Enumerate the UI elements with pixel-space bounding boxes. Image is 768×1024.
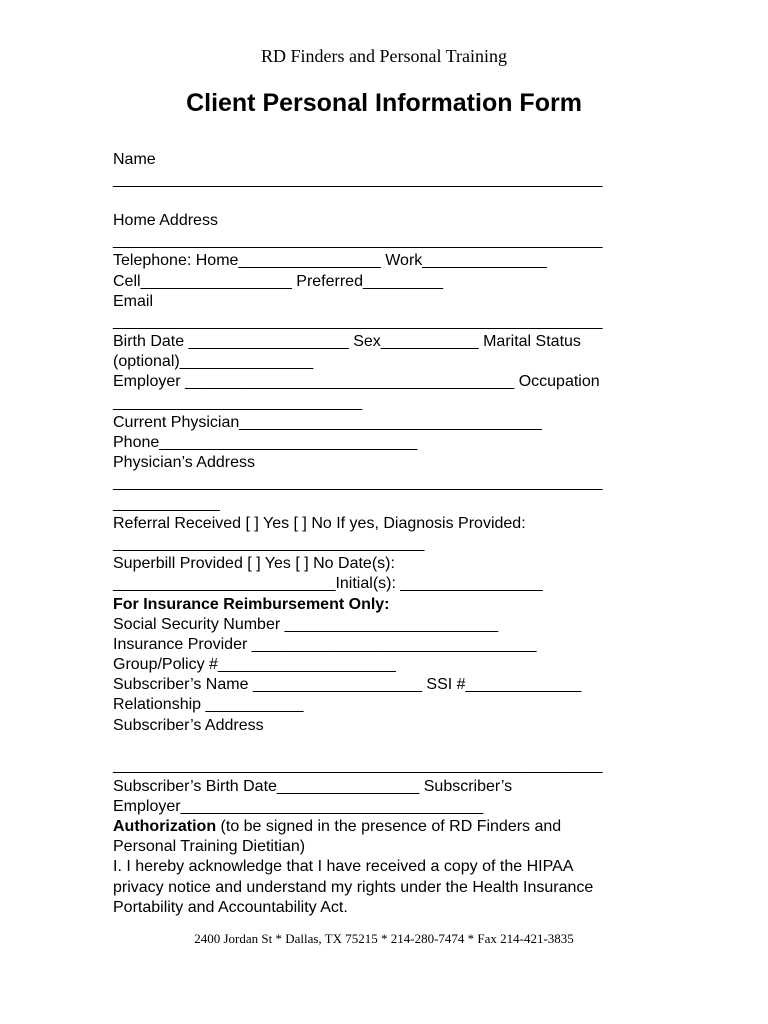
subscriber-birth-date-field[interactable]: Subscriber’s Birth Date________________ Subscriber’s — [113, 777, 513, 795]
occupation-field[interactable]: ____________________________ — [113, 393, 363, 411]
ssn-field[interactable]: Social Security Number ________________________ — [113, 615, 499, 633]
subscriber-address-field[interactable]: _______________________________________________________ — [113, 757, 603, 775]
group-policy-field[interactable]: Group/Policy #____________________ — [113, 656, 396, 674]
spacer — [113, 190, 653, 211]
authorization-text-2: Personal Training Dietitian) — [113, 838, 306, 856]
employer-field[interactable]: Employer _____________________________________ Occupation — [113, 373, 600, 391]
email-label: Email — [113, 292, 154, 310]
physician-address-label: Physician’s Address — [113, 454, 255, 472]
page-title: Client Personal Information Form — [186, 89, 582, 117]
initials-field[interactable]: _________________________Initial(s): ________________ — [113, 575, 543, 593]
cell-field[interactable]: Cell_________________ Preferred_________ — [113, 272, 444, 290]
insurance-provider-field[interactable]: Insurance Provider ________________________________ — [113, 635, 537, 653]
authorization-text: (to be signed in the presence of RD Finders and — [216, 818, 562, 835]
name-label: Name — [113, 151, 156, 168]
authorization-line — [113, 817, 653, 837]
email-field[interactable]: _______________________________________________________ — [113, 312, 603, 330]
referral-field[interactable]: Referral Received [ ] Yes [ ] No If yes, Diagnosis Provided: — [113, 514, 526, 532]
superbill-field[interactable]: Superbill Provided [ ] Yes [ ] No Date(s): — [113, 555, 395, 573]
authorization-label: Authorization — [113, 818, 217, 835]
subscriber-name-field[interactable]: Subscriber’s Name ___________________ SSI #_____________ — [113, 676, 582, 694]
subscriber-employer-field[interactable]: Employer__________________________________ — [113, 797, 484, 815]
acknowledgement-line-3: Portability and Accountability Act. — [113, 898, 348, 916]
phone-field[interactable]: Phone_____________________________ — [113, 434, 418, 452]
insurance-heading: For Insurance Reimbursement Only: — [113, 595, 390, 613]
birth-date-field[interactable]: Birth Date __________________ Sex___________ Marital Status — [113, 333, 581, 351]
home-address-label: Home Address — [113, 211, 218, 229]
form-body — [113, 150, 653, 918]
acknowledgement-line-2: privacy notice and understand my rights under the Health Insurance — [113, 878, 594, 896]
physician-address-field[interactable]: _______________________________________________________ — [113, 474, 603, 492]
marital-status-field[interactable]: (optional)_______________ — [113, 353, 314, 371]
relationship-field[interactable]: Relationship ___________ — [113, 696, 304, 714]
organization-name: RD Finders and Personal Training — [260, 46, 507, 66]
diagnosis-field[interactable]: ___________________________________ — [113, 534, 425, 552]
spacer — [113, 736, 653, 757]
physician-field[interactable]: Current Physician__________________________________ — [113, 413, 542, 431]
acknowledgement-line-1: I. I hereby acknowledge that I have received a copy of the HIPAA — [113, 858, 574, 876]
name-field[interactable]: _______________________________________________________ — [113, 171, 603, 189]
home-address-field[interactable]: _______________________________________________________ — [113, 232, 603, 250]
telephone-field[interactable]: Telephone: Home________________ Work______________ — [113, 252, 547, 270]
physician-address-field-2[interactable]: ____________ — [113, 494, 220, 512]
footer-contact: 2400 Jordan St * Dallas, TX 75215 * 214-280-7474 * Fax 214-421-3835 — [194, 931, 574, 946]
subscriber-address-label: Subscriber’s Address — [113, 716, 264, 734]
